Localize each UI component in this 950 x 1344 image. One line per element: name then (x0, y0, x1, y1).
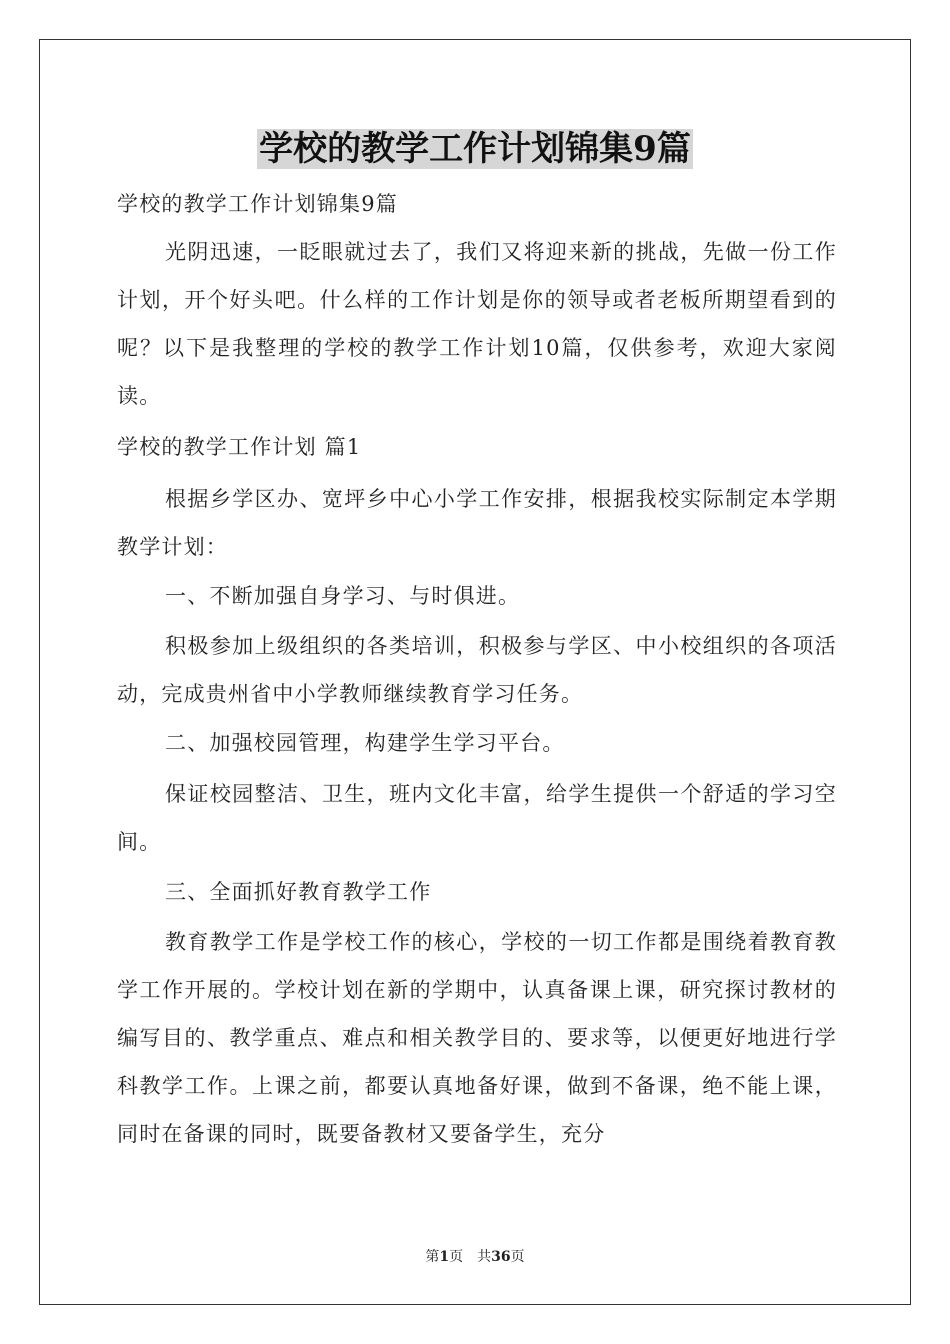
document-title (0, 124, 950, 174)
subtitle-paragraph: 学校的教学工作计划锦集9篇 (117, 192, 398, 216)
list-heading-3: 三、全面抓好教育教学工作 (165, 880, 432, 904)
footer-middle: 页 共 (449, 1249, 492, 1265)
intro-paragraph: 光阴迅速，一眨眼就过去了，我们又将迎来新的挑战，先做一份工作计划，开个好头吧。什么样的工作计划是你的领导或者老板所期望看到的呢？以下是我整理的学校的教学工作计划10篇，仅供参考，欢迎大家阅读。 (117, 240, 837, 408)
document-title-text: 学校的教学工作计划锦集9篇 (259, 129, 691, 169)
footer-suffix: 页 (510, 1249, 525, 1265)
body-paragraph: 保证校园整洁、卫生，班内文化丰富，给学生提供一个舒适的学习空间。 (117, 782, 837, 854)
list-heading-1: 一、不断加强自身学习、与时俱进。 (165, 584, 521, 608)
section-heading-1: 学校的教学工作计划 篇1 (117, 435, 362, 459)
footer-page-total: 36 (491, 1249, 511, 1265)
list-heading-2: 二、加强校园管理，构建学生学习平台。 (165, 731, 565, 755)
footer-prefix: 第 (425, 1249, 440, 1265)
page-footer (0, 1246, 950, 1266)
footer-page-number: 1 (439, 1249, 450, 1265)
body-paragraph: 积极参加上级组织的各类培训，积极参与学区、中小校组织的各项活动，完成贵州省中小学教师继续教育学习任务。 (117, 634, 837, 706)
body-paragraph: 教育教学工作是学校工作的核心，学校的一切工作都是围绕着教育教学工作开展的。学校计划在新的学期中，认真备课上课，研究探讨教材的编写目的、教学重点、难点和相关教学目的、要求等，以便更好地进行学科教学工作。上课之前，都要认真地备好课，做到不备课，绝不能上课，同时在备课的同时，既要备教材又要备学生，充分 (117, 930, 837, 1146)
body-paragraph: 根据乡学区办、宽坪乡中心小学工作安排，根据我校实际制定本学期教学计划： (117, 487, 837, 559)
